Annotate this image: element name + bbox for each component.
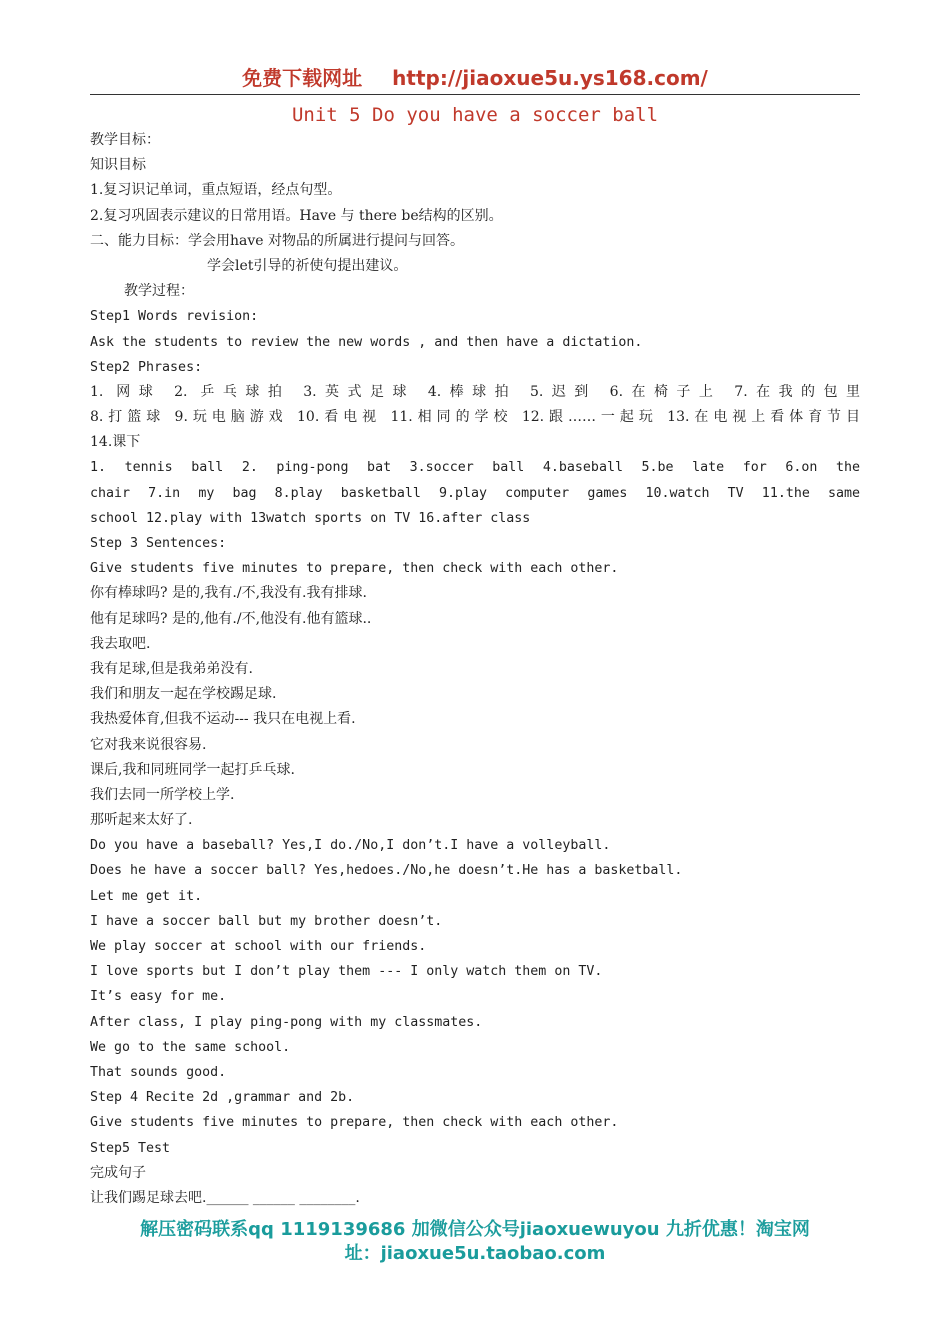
text-line: That sounds good. [90, 1064, 227, 1080]
text-line: Do you have a baseball? Yes,I do./No,I don’t.I have a volleyball. [90, 838, 611, 854]
text-line: Does he have a soccer ball? Yes,hedoes./No,he doesn’t.He has a basketball. [90, 863, 683, 879]
text-line: Give students five minutes to prepare, then check with each other. [90, 1115, 619, 1131]
text-line: We go to the same school. [90, 1039, 291, 1055]
text-line: 学会let引导的祈使句提出建议。 [207, 257, 408, 274]
download-header [90, 62, 860, 95]
text-line: Step 4 Recite 2d ,grammar and 2b. [90, 1090, 355, 1106]
text-line: 我去取吧. [90, 635, 151, 652]
text-line: I love sports but I don’t play them --- I only watch them on TV. [90, 964, 603, 980]
text-line: 它对我来说很容易. [90, 736, 207, 753]
text-line: 2.复习巩固表示建议的日常用语。Have 与 there be结构的区别。 [90, 207, 503, 224]
text-line: 1. tennis ball 2. ping-pong bat 3.soccer ball 4.baseball 5.be late for 6.on the [90, 460, 860, 476]
text-line: We play soccer at school with our friends. [90, 939, 427, 954]
text-line: Step2 Phrases: [90, 359, 203, 375]
header-label: 免费下载网址 [242, 66, 363, 90]
footer-line-1: 解压密码联系qq 1119139686 加微信公众号jiaoxuewuyou 九折优惠！淘宝网 [140, 1219, 810, 1240]
footer-notice [90, 1218, 860, 1266]
text-line: 我们去同一所学校上学. [90, 786, 235, 803]
header-divider [90, 94, 860, 95]
text-line: 知识目标 [90, 157, 146, 174]
text-line: 那听起来太好了. [90, 812, 193, 829]
text-line: Give students five minutes to prepare, then check with each other. [90, 561, 619, 577]
text-line: I have a soccer ball but my brother doesn’t. [90, 913, 443, 929]
text-line: 他有足球吗? 是的,他有./不,他没有.他有篮球.. [90, 610, 372, 627]
text-line: 教学目标： [90, 132, 160, 148]
text-line: Ask the students to review the new words , and then have a dictation. [90, 334, 643, 350]
text-line: Step1 Words revision: [90, 309, 259, 325]
text-line: 14.课下 [90, 434, 141, 451]
document-body [90, 128, 860, 1211]
text-line: 教学过程： [124, 283, 194, 300]
text-line: After class, I play ping-pong with my classmates. [90, 1014, 483, 1030]
text-line: 二、能力目标：学会用have 对物品的所属进行提问与回答。 [90, 232, 465, 249]
text-line: Step5 Test [90, 1140, 171, 1156]
text-line: 你有棒球吗? 是的,我有./不,我没有.我有排球. [90, 585, 367, 602]
text-line: chair 7.in my bag 8.play basketball 9.play computer games 10.watch TV 11.the same [90, 485, 860, 501]
header-url-link[interactable]: http://jiaoxue5u.ys168.com/ [392, 66, 708, 90]
text-line: It’s easy for me. [90, 989, 227, 1005]
text-line: 课后,我和同班同学一起打乒乓球. [90, 761, 295, 778]
document-title: Unit 5 Do you have a soccer ball [291, 104, 659, 126]
text-line: 我有足球,但是我弟弟没有. [90, 660, 253, 677]
text-line: 我们和朋友一起在学校踢足球. [90, 686, 277, 703]
text-line: 1. 网球 2. 乒乓球拍 3.英式足球 4.棒球拍 5.迟到 6.在椅子上 7.在我的包里 [90, 383, 860, 400]
text-line: 我热爱体育,但我不运动--- 我只在电视上看. [90, 711, 356, 728]
text-line: school 12.play with 13watch sports on TV 16.after class [90, 510, 531, 526]
text-line: Let me get it. [90, 888, 203, 904]
text-line: 完成句子 [90, 1164, 146, 1181]
footer-line-2: 址：jiaoxue5u.taobao.com [344, 1243, 606, 1264]
text-line: 让我们踢足球去吧.______ ______ ________. [90, 1189, 360, 1206]
text-line: 1.复习识记单词，重点短语，经点句型。 [90, 182, 342, 199]
text-line: 8.打篮球 9.玩电脑游戏 10.看电视 11.相同的学校 12.跟……一起玩 13.在电视上看体育节目 [90, 409, 860, 426]
text-line: Step 3 Sentences: [90, 536, 227, 551]
